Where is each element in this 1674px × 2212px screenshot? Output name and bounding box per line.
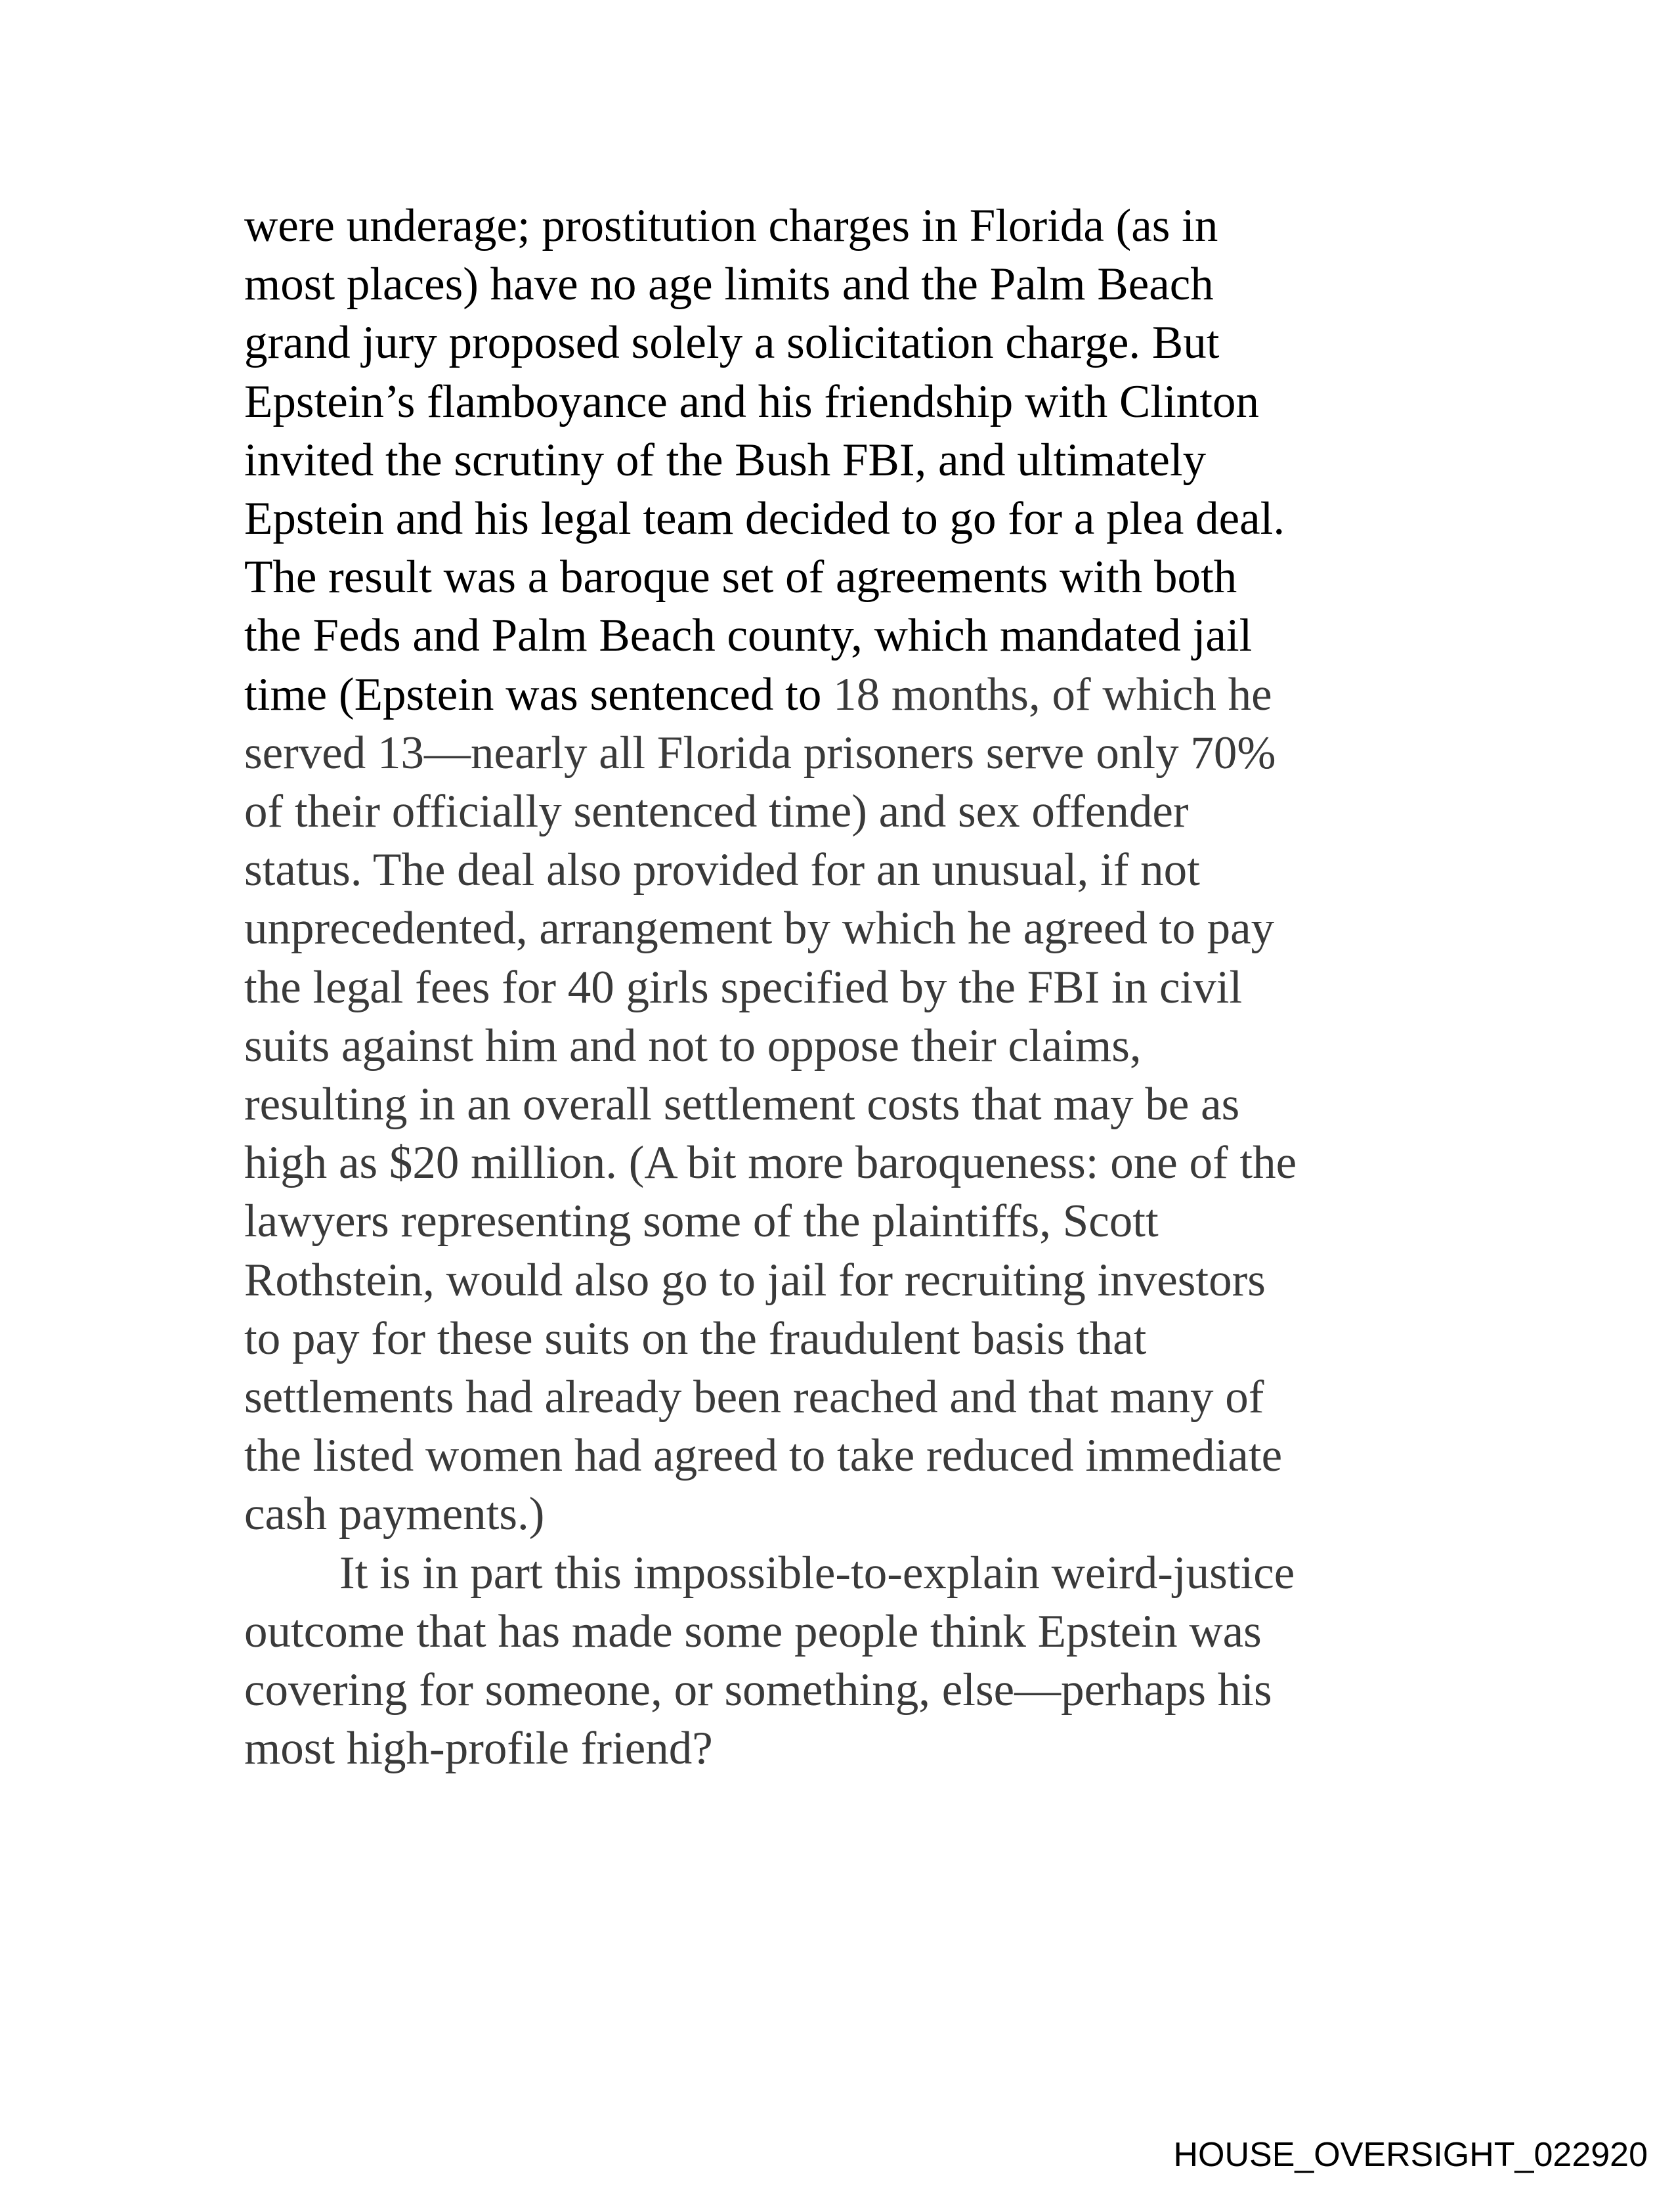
text-line: most high-profile friend? [244,1723,713,1775]
text-line: were underage; prostitution charges in Florida (as in [244,200,1218,251]
text-line: settlements had already been reached and that many of [244,1372,1264,1423]
text-line: high as $20 million. (A bit more baroqueness: one of the [244,1137,1297,1189]
text-segment: time (Epstein was sentenced to [244,668,834,720]
text-line: most places) have no age limits and the Palm Beach [244,259,1214,311]
text-line: to pay for these suits on the fraudulent basis that [244,1312,1147,1364]
text-line: Epstein and his legal team decided to go for a plea deal. [244,493,1285,545]
text-line: grand jury proposed solely a solicitation charge. But [244,317,1220,369]
text-line: The result was a baroque set of agreements with both [244,552,1237,603]
text-line: status. The deal also provided for an unusual, if not [244,844,1200,896]
text-line: unprecedented, arrangement by which he agreed to pay [244,903,1275,955]
text-line: Epstein’s flamboyance and his friendship with Clinton [244,376,1259,427]
text-line: covering for someone, or something, else—perhaps his [244,1664,1272,1716]
bates-number: HOUSE_OVERSIGHT_022920 [1173,2136,1648,2174]
text-segment: 18 months, of which he [833,668,1272,720]
text-line: the Feds and Palm Beach county, which mandated jail [244,610,1253,662]
paragraph-1 [244,197,1297,1544]
text-line: cash payments.) [244,1488,545,1540]
text-line: resulting in an overall settlement costs that may be as [244,1079,1240,1131]
text-line [244,666,1297,724]
text-line: of their officially sentenced time) and sex offender [244,786,1189,838]
document-body [244,197,1297,1778]
text-line: the legal fees for 40 girls specified by the FBI in civil [244,961,1243,1013]
text-line: lawyers representing some of the plaintiffs, Scott [244,1196,1159,1247]
text-line: served 13—nearly all Florida prisoners serve only 70% [244,727,1276,779]
paragraph-2 [244,1544,1297,1779]
text-line: the listed women had agreed to take reduced immediate [244,1430,1283,1482]
text-line: invited the scrutiny of the Bush FBI, and ultimately [244,434,1207,486]
text-line: Rothstein, would also go to jail for recruiting investors [244,1254,1266,1306]
text-line: It is in part this impossible-to-explain weird-justice [339,1547,1295,1599]
text-line: suits against him and not to oppose their claims, [244,1020,1142,1072]
text-line: outcome that has made some people think Epstein was [244,1605,1262,1657]
